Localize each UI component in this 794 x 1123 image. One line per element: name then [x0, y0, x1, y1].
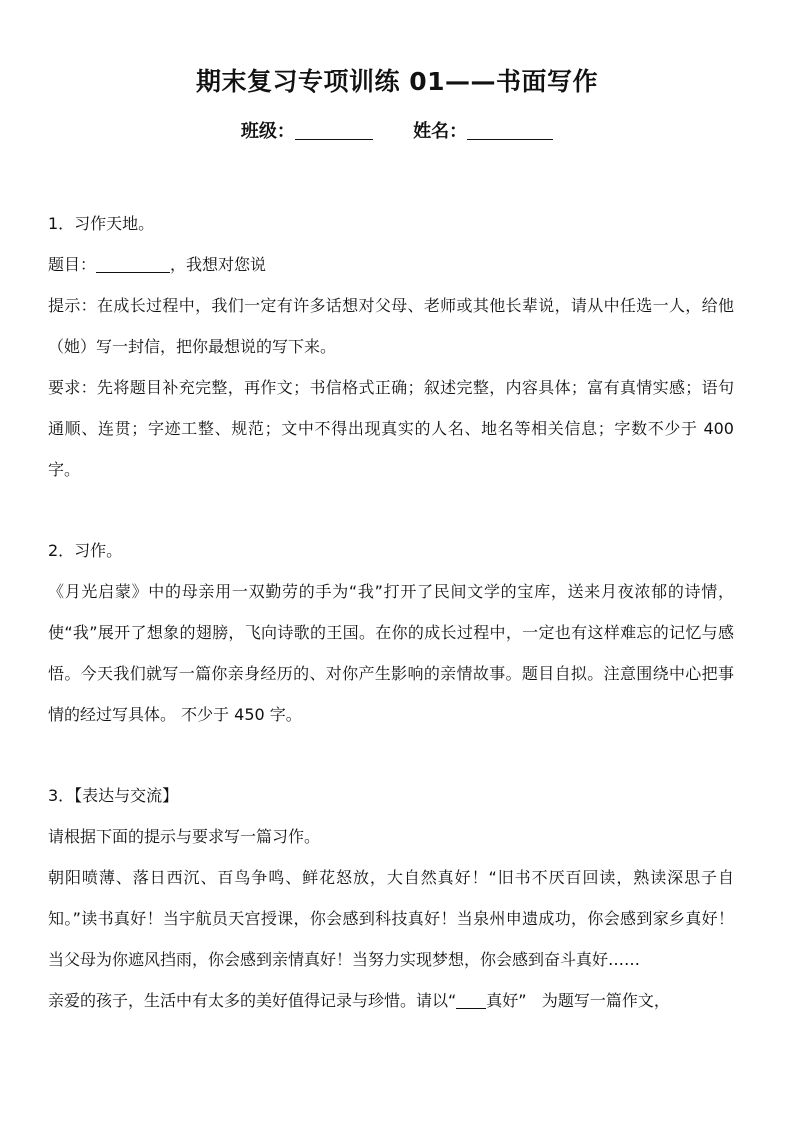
q1-topic-label: 题目：: [48, 255, 97, 274]
page-title: 期末复习专项训练 01——书面写作: [196, 67, 598, 96]
document-content: [48, 203, 734, 1021]
class-blank[interactable]: [295, 119, 373, 140]
q1-heading: 1．习作天地。: [48, 214, 155, 233]
section-gap: [48, 735, 734, 775]
name-field: [413, 117, 553, 147]
section-gap: [48, 490, 734, 530]
q3-last-mid: 真好”: [486, 991, 527, 1010]
name-label: 姓名：: [413, 121, 468, 142]
q1-topic-suffix: ，我想对您说: [170, 255, 267, 274]
q3-last-line: [48, 980, 734, 1021]
q3-intro: 请根据下面的提示与要求写一篇习作。: [48, 827, 321, 846]
q3-title-blank[interactable]: [456, 988, 486, 1009]
student-info-row: [0, 117, 794, 147]
class-field: [241, 117, 373, 147]
q2-body: 《月光启蒙》中的母亲用一双勤劳的手为“我”打开了民间文学的宝库，送来月夜浓郁的诗情，使“我”展开了想象的翅膀，飞向诗歌的王国。在你的成长过程中，一定也有这样难忘的记忆与感悟。今天我们就写一篇你亲身经历的、对你产生影响的亲情故事。题目自拟。注意围绕中心把事情的经过写具体。 不少于 450 字。: [48, 582, 734, 724]
q1-requirement: 要求：先将题目补充完整，再作文；书信格式正确；叙述完整，内容具体；富有真情实感；语句通顺、连贯；字迹工整、规范；文中不得出现真实的人名、地名等相关信息；字数不少于 400 字。: [48, 378, 734, 479]
name-blank[interactable]: [467, 119, 553, 140]
q2-heading: 2．习作。: [48, 541, 123, 560]
class-label: 班级：: [240, 121, 295, 142]
q1-topic-line: [48, 244, 734, 285]
q3-heading: 3．【表达与交流】: [48, 786, 179, 805]
q3-last-prefix: 亲爱的孩子，生活中有太多的美好值得记录与珍惜。请以“: [48, 991, 457, 1010]
q1-topic-blank[interactable]: [96, 252, 170, 273]
q1-hint: 提示：在成长过程中，我们一定有许多话想对父母、老师或其他长辈说，请从中任选一人，给他（她）写一封信，把你最想说的写下来。: [48, 296, 734, 356]
q3-body: 朝阳喷薄、落日西沉、百鸟争鸣、鲜花怒放，大自然真好！“旧书不厌百回读，熟读深思子自知。”读书真好！当宇航员天宫授课，你会感到科技真好！当泉州申遗成功，你会感到家乡真好！当父母为你遮风挡雨，你会感到亲情真好！当努力实现梦想，你会感到奋斗真好……: [48, 868, 734, 969]
q3-last-suffix: 为题写一篇作文，: [541, 991, 670, 1010]
